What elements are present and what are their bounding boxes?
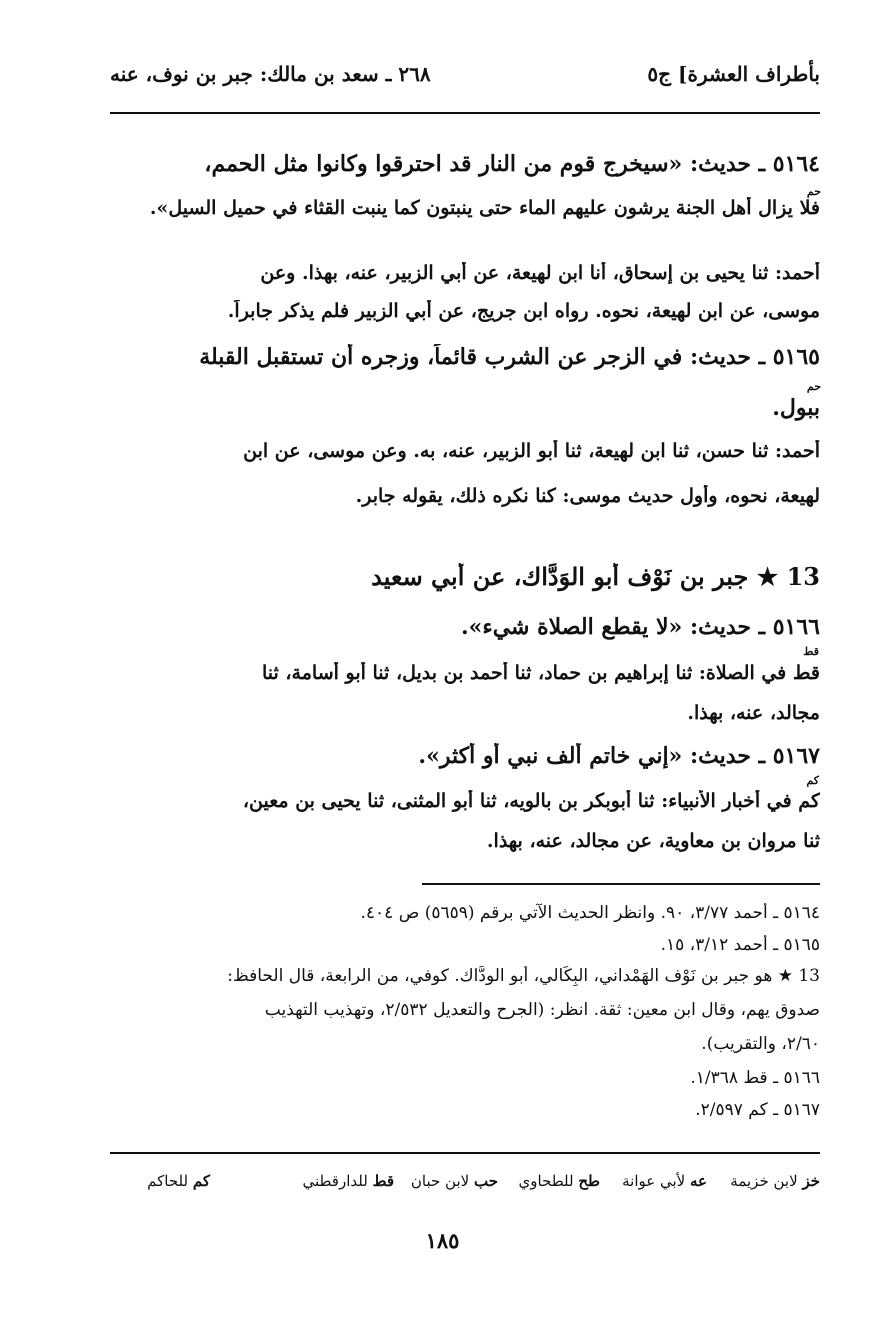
abbr-code: قط [372, 1172, 394, 1190]
abbr-label: لأبي عوانة [622, 1172, 686, 1190]
narrator-number: 13 [786, 563, 820, 591]
hadith-5166-text: ٥١٦٦ ـ حديث: «لا يقطع الصلاة شيء». [460, 614, 820, 640]
abbr-code: عه [690, 1172, 707, 1190]
narrator-star-icon: ★ [756, 563, 779, 591]
abbr-code: خز [802, 1172, 820, 1190]
hadith-5165-source-symbol: حم [806, 380, 821, 393]
hadith-5165-text-cont: ببول. [772, 395, 820, 421]
hadith-5167-isnad-cont: ثنا مروان بن معاوية، عن مجالد، عنه، بهذا. [486, 830, 820, 852]
abbr-tahawi [519, 1172, 600, 1190]
abbr-label: للحاكم [147, 1172, 189, 1190]
hadith-5165-isnad: أحمد: ثنا حسن، ثنا ابن لهيعة، ثنا أبو الزبير، عنه، به. وعن موسى، عن ابن [243, 440, 820, 462]
footnote-5166: ٥١٦٦ ـ قط ١/٣٦٨. [690, 1068, 820, 1088]
hadith-5165-text: ٥١٦٥ ـ حديث: في الزجر عن الشرب قائماً، وزجره أن تستقبل القبلة [199, 344, 820, 370]
footnote-5164: ٥١٦٤ ـ أحمد ٣/٧٧، ٩٠. وانظر الحديث الآتي برقم (٥٦٥٩) ص ٤٠٤. [360, 903, 820, 923]
hadith-5167-isnad: كم في أخبار الأنبياء: ثنا أبوبكر بن بالويه، ثنا أبو المثنى، ثنا يحيى بن معين، [242, 790, 820, 812]
abbr-code: حب [473, 1172, 498, 1190]
hadith-5166-isnad: قط في الصلاة: ثنا إبراهيم بن حماد، ثنا أحمد بن بديل، ثنا أبو أسامة، ثنا [262, 662, 820, 684]
footnote-narrator-13-cont: صدوق يهم، وقال ابن معين: ثقة. انظر: (الجرح والتعديل ٢/٥٣٢، وتهذيب التهذيب [264, 1000, 820, 1020]
abbr-label: للدارقطني [302, 1172, 368, 1190]
footnote-narrator-13: 13 ★ هو جبر بن نَوْف الهَمْداني، البِكَالي، أبو الودَّاك. كوفي، من الرابعة، قال الحافظ: [227, 966, 820, 986]
hadith-5164-text-cont: فلا يزال أهل الجنة يرشون عليهم الماء حتى ينبتون كما ينبت القثاء في حميل السيل». [149, 197, 820, 219]
hadith-5164-isnad: أحمد: ثنا يحيى بن إسحاق، أنا ابن لهيعة، عن أبي الزبير، عنه، بهذا. وعن [260, 262, 820, 284]
footnote-rule [422, 883, 820, 885]
abbr-code: كم [192, 1172, 210, 1190]
hadith-5164-text: ٥١٦٤ ـ حديث: «سيخرج قوم من النار قد احترقوا وكانوا مثل الحمم، [204, 151, 820, 177]
abbr-hakim [147, 1172, 210, 1190]
footnote-narrator-13-end: ٢/٦٠، والتقريب). [701, 1034, 820, 1054]
abbr-abu-awana [622, 1172, 707, 1190]
hadith-5167-text: ٥١٦٧ ـ حديث: «إني خاتم ألف نبي أو أكثر». [418, 743, 820, 769]
abbreviations-rule [110, 1152, 820, 1154]
abbr-label: للطحاوي [518, 1172, 574, 1190]
narrator-title: جبر بن نَوْف أبو الوَدَّاك، عن أبي سعيد [371, 563, 749, 591]
hadith-5166-source-symbol: قط [803, 645, 819, 658]
abbr-label: لابن خزيمة [730, 1172, 798, 1190]
header-book-title: بأطراف العشرة] ج٥ [647, 62, 820, 86]
abbr-daraqutni [302, 1172, 394, 1190]
hadith-5164-isnad-cont: موسى، عن ابن لهيعة، نحوه. رواه ابن جريج، عن أبي الزبير فلم يذكر جابراً. [227, 300, 820, 322]
abbr-ibn-hibban [411, 1172, 498, 1190]
hadith-5167-source-symbol: كم [806, 774, 819, 787]
hadith-5166-isnad-cont: مجالد، عنه، بهذا. [687, 702, 820, 724]
hadith-5165-isnad-cont: لهيعة، نحوه، وأول حديث موسى: كنا نكره ذلك، يقوله جابر. [355, 485, 820, 507]
abbr-ibn-khuzayma [730, 1172, 820, 1190]
abbr-label: لابن حبان [410, 1172, 470, 1190]
header-rule [110, 112, 820, 114]
hadith-5164-source-symbol: حم [806, 185, 821, 198]
footnote-5167: ٥١٦٧ ـ كم ٢/٥٩٧. [695, 1100, 820, 1120]
abbr-code: طح [578, 1172, 600, 1190]
header-section-title: ٢٦٨ ـ سعد بن مالك: جبر بن نوف، عنه [110, 62, 431, 86]
narrator-heading [300, 563, 820, 592]
footnote-5165: ٥١٦٥ ـ أحمد ٣/١٢، ١٥. [660, 935, 820, 955]
page-number: ١٨٥ [425, 1228, 460, 1253]
